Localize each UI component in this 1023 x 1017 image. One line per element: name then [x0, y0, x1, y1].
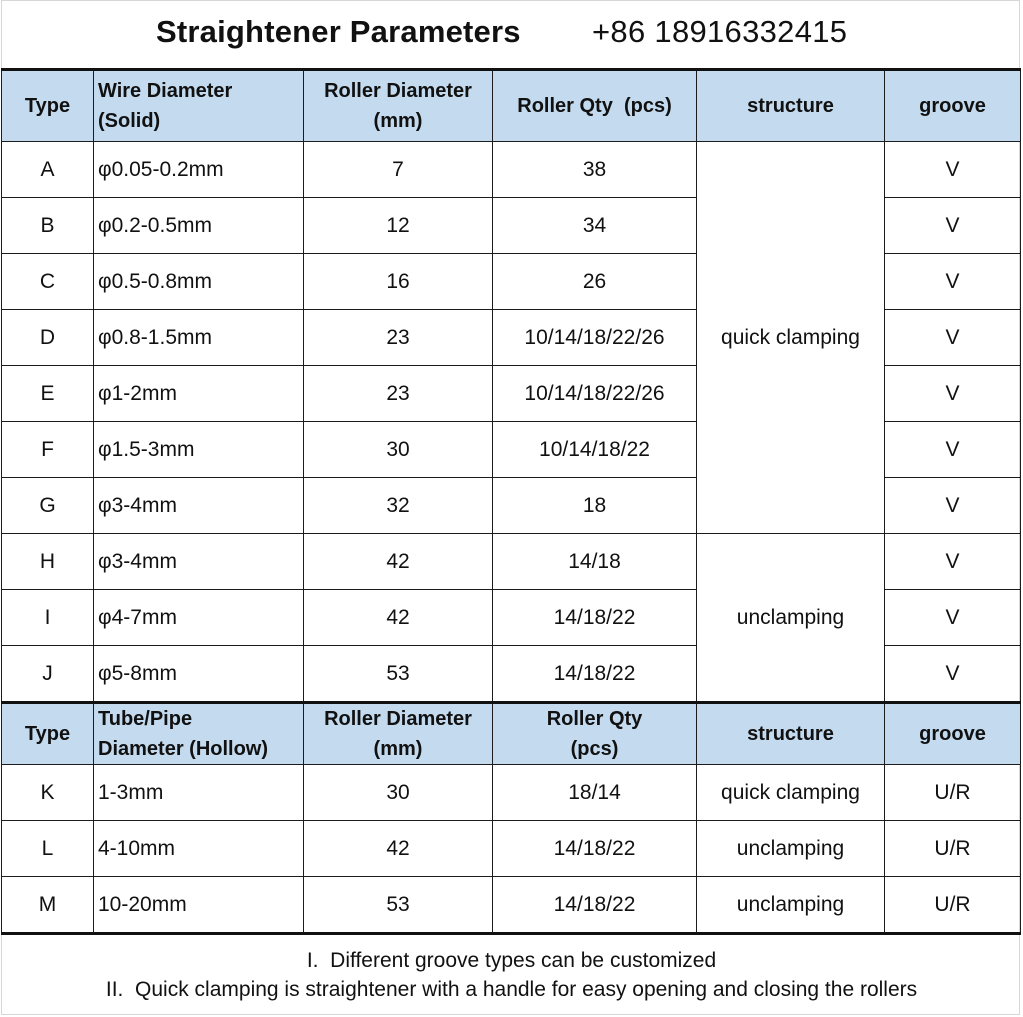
roller-diameter-cell: 7	[304, 142, 493, 198]
groove-cell: V	[885, 534, 1021, 590]
groove-cell: V	[885, 142, 1021, 198]
structure-unclamping-cell: unclamping	[697, 534, 885, 703]
roller-diameter-cell: 12	[304, 198, 493, 254]
diameter-cell: 1-3mm	[94, 765, 304, 821]
diameter-cell: φ0.2-0.5mm	[94, 198, 304, 254]
wire-roller-qty-header: Roller Qty (pcs)	[493, 70, 697, 142]
wire-diameter-header: Wire Diameter (Solid)	[94, 70, 304, 142]
roller-qty-cell: 14/18/22	[493, 877, 697, 934]
structure-cell: quick clamping	[697, 765, 885, 821]
roller-diameter-cell: 30	[304, 422, 493, 478]
roller-diameter-cell: 42	[304, 590, 493, 646]
notes	[0, 946, 1023, 1004]
roller-diameter-cell: 42	[304, 821, 493, 877]
table-row	[2, 821, 1021, 877]
wire-structure-header: structure	[697, 70, 885, 142]
wire-roller-diameter-header: Roller Diameter (mm)	[304, 70, 493, 142]
phone-number: +86 18916332415	[592, 14, 848, 49]
groove-cell: V	[885, 478, 1021, 534]
roller-diameter-cell: 23	[304, 310, 493, 366]
roller-qty-cell: 18	[493, 478, 697, 534]
roller-diameter-cell: 42	[304, 534, 493, 590]
note-item: II. Quick clamping is straightener with a handle for easy opening and closing the rollers	[105, 978, 918, 1001]
groove-cell: V	[885, 590, 1021, 646]
roller-qty-cell: 14/18	[493, 534, 697, 590]
wire-type-header: Type	[2, 70, 94, 142]
table-row	[2, 534, 1021, 590]
diameter-cell: φ1-2mm	[94, 366, 304, 422]
roller-diameter-cell: 53	[304, 877, 493, 934]
type-cell: I	[2, 590, 94, 646]
diameter-cell: 4-10mm	[94, 821, 304, 877]
type-cell: C	[2, 254, 94, 310]
page-title: Straightener Parameters	[156, 14, 521, 49]
structure-quick-clamping-cell: quick clamping	[697, 142, 885, 534]
table-row	[2, 877, 1021, 934]
type-cell: D	[2, 310, 94, 366]
groove-cell: V	[885, 198, 1021, 254]
header	[0, 0, 1023, 68]
roller-qty-cell: 14/18/22	[493, 821, 697, 877]
diameter-cell: φ0.05-0.2mm	[94, 142, 304, 198]
roller-qty-cell: 38	[493, 142, 697, 198]
type-cell: H	[2, 534, 94, 590]
tube-header-row	[2, 703, 1021, 765]
diameter-cell: φ5-8mm	[94, 646, 304, 703]
diameter-cell: φ1.5-3mm	[94, 422, 304, 478]
diameter-cell: φ0.5-0.8mm	[94, 254, 304, 310]
type-cell: F	[2, 422, 94, 478]
table-row	[2, 765, 1021, 821]
roller-diameter-cell: 16	[304, 254, 493, 310]
diameter-cell: φ0.8-1.5mm	[94, 310, 304, 366]
note-item: I. Different groove types can be customized	[306, 949, 717, 972]
roller-qty-cell: 18/14	[493, 765, 697, 821]
tube-type-header: Type	[2, 703, 94, 765]
groove-cell: V	[885, 366, 1021, 422]
groove-cell: V	[885, 254, 1021, 310]
type-cell: E	[2, 366, 94, 422]
roller-diameter-cell: 30	[304, 765, 493, 821]
wire-groove-header: groove	[885, 70, 1021, 142]
type-cell: J	[2, 646, 94, 703]
tube-diameter-header: Tube/Pipe Diameter (Hollow)	[94, 703, 304, 765]
roller-diameter-cell: 23	[304, 366, 493, 422]
roller-qty-cell: 10/14/18/22/26	[493, 310, 697, 366]
wire-header-row	[2, 70, 1021, 142]
groove-cell: V	[885, 422, 1021, 478]
tube-roller-diameter-header: Roller Diameter (mm)	[304, 703, 493, 765]
diameter-cell: φ3-4mm	[94, 478, 304, 534]
groove-cell: V	[885, 310, 1021, 366]
roller-qty-cell: 14/18/22	[493, 590, 697, 646]
roller-diameter-cell: 53	[304, 646, 493, 703]
diameter-cell: φ4-7mm	[94, 590, 304, 646]
roller-qty-cell: 14/18/22	[493, 646, 697, 703]
groove-cell: U/R	[885, 821, 1021, 877]
type-cell: K	[2, 765, 94, 821]
groove-cell: U/R	[885, 877, 1021, 934]
structure-cell: unclamping	[697, 821, 885, 877]
roller-diameter-cell: 32	[304, 478, 493, 534]
roller-qty-cell: 26	[493, 254, 697, 310]
type-cell: G	[2, 478, 94, 534]
roller-qty-cell: 10/14/18/22	[493, 422, 697, 478]
diameter-cell: 10-20mm	[94, 877, 304, 934]
tube-structure-header: structure	[697, 703, 885, 765]
structure-cell: unclamping	[697, 877, 885, 934]
parameters-table	[1, 68, 1021, 935]
type-cell: M	[2, 877, 94, 934]
type-cell: L	[2, 821, 94, 877]
roller-qty-cell: 34	[493, 198, 697, 254]
type-cell: A	[2, 142, 94, 198]
table-row	[2, 142, 1021, 198]
groove-cell: U/R	[885, 765, 1021, 821]
diameter-cell: φ3-4mm	[94, 534, 304, 590]
roller-qty-cell: 10/14/18/22/26	[493, 366, 697, 422]
tube-groove-header: groove	[885, 703, 1021, 765]
tube-roller-qty-header: Roller Qty (pcs)	[493, 703, 697, 765]
type-cell: B	[2, 198, 94, 254]
groove-cell: V	[885, 646, 1021, 703]
